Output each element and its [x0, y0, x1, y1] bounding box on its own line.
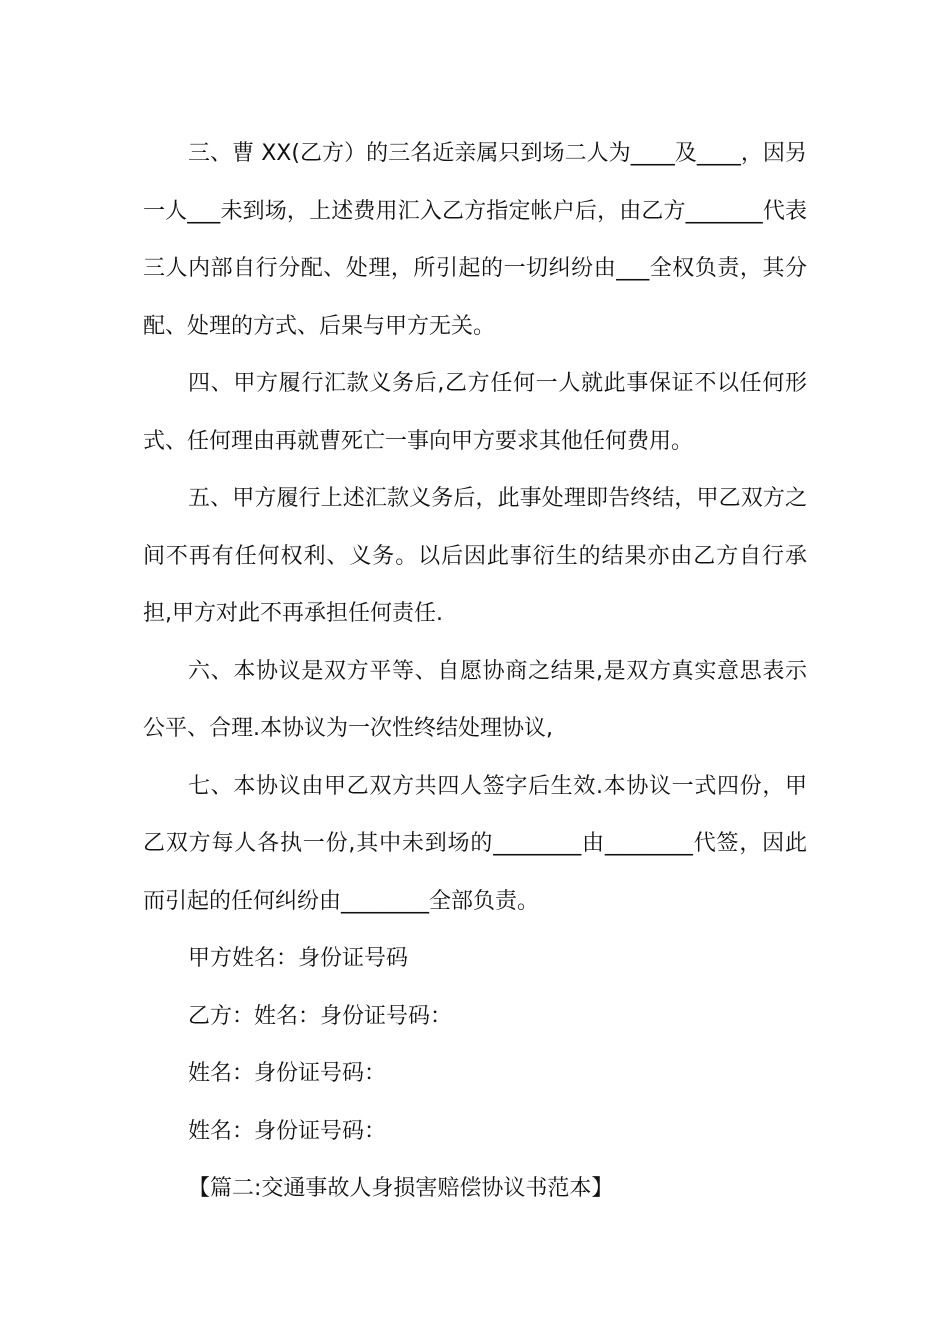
- clause-7: 七、本协议由甲乙双方共四人签字后生效.本协议一式四份，甲乙双方每人各执一份,其中未到场的________由________代签，因此而引起的任何纠纷由________全部负责。: [143, 773, 807, 914]
- clause-4: 四、甲方履行汇款义务后,乙方任何一人就此事保证不以任何形式、任何理由再就曹死亡一事向甲方要求其他任何费用。: [143, 371, 807, 454]
- signature-party-b-3: 姓名：身份证号码：: [188, 1118, 387, 1144]
- signature-party-b: 乙方：姓名：身份证号码：: [188, 1003, 453, 1029]
- document-body: [143, 125, 807, 1218]
- signature-party-b-2: 姓名：身份证号码：: [188, 1061, 387, 1086]
- clause-6: 六、本协议是双方平等、自愿协商之结果,是双方真实意思表示公平、合理.本协议为一次性终结处理协议,: [143, 658, 807, 741]
- section-heading: 【篇二:交通事故人身损害赔偿协议书范本】: [188, 1176, 614, 1201]
- clause-3: 三、曹 XX(乙方）的三名近亲属只到场二人为____及____，因另一人___未到场，上述费用汇入乙方指定帐户后，由乙方_______代表三人内部自行分配、处理，所引起的一切纠纷由___全权负责，其分配、处理的方式、后果与甲方无关。: [143, 141, 807, 339]
- signature-party-a: 甲方姓名：身份证号码: [188, 946, 409, 971]
- clause-5: 五、甲方履行上述汇款义务后，此事处理即告终结，甲乙双方之间不再有任何权利、义务。以后因此事衍生的结果亦由乙方自行承担,甲方对此不再承担任何责任.: [143, 486, 807, 626]
